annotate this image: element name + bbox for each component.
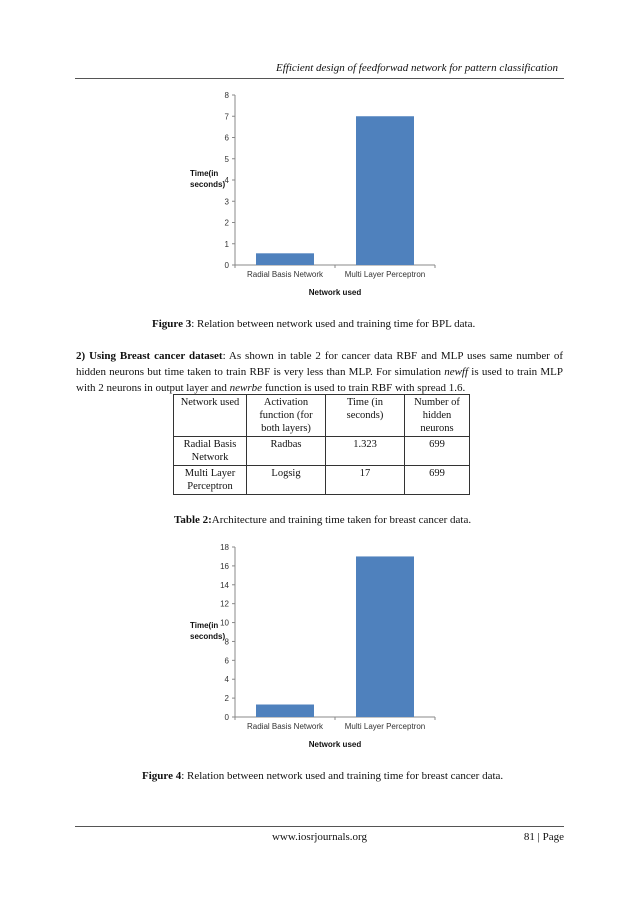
code-newff: newff bbox=[444, 366, 469, 378]
table-2-text: Architecture and training time taken for breast cancer data. bbox=[211, 514, 472, 526]
x-tick-label: Multi Layer Perceptron bbox=[344, 722, 426, 731]
results-table bbox=[173, 394, 470, 495]
y-axis-label: Time(in bbox=[190, 169, 219, 178]
y-tick-label: 0 bbox=[224, 261, 229, 270]
footer-page: 81 | Page bbox=[523, 831, 564, 843]
y-tick-label: 10 bbox=[220, 618, 229, 628]
bar bbox=[356, 556, 414, 717]
y-tick-label: 6 bbox=[224, 133, 229, 143]
y-tick-label: 16 bbox=[220, 561, 229, 571]
y-tick-label: 4 bbox=[224, 675, 229, 685]
y-tick-label: 14 bbox=[220, 580, 229, 590]
x-axis-label: Network used bbox=[308, 740, 362, 749]
header-time: Time (in seconds) bbox=[326, 395, 405, 437]
figure-4-chart bbox=[185, 538, 445, 758]
figure-3-label: Figure 3 bbox=[152, 318, 192, 330]
y-axis-label: seconds) bbox=[190, 632, 226, 641]
footer-site: www.iosrjournals.org bbox=[271, 831, 368, 843]
section-body-1: : As shown in table 2 for cancer data RBF and MLP uses same number of hidden neurons but time taken to train RBF is very less than MLP. For simulation bbox=[76, 350, 563, 378]
figure-4-svg bbox=[185, 538, 445, 758]
y-axis-label: Time(in bbox=[190, 621, 219, 630]
x-tick-label: Radial Basis Network bbox=[246, 270, 324, 279]
table-cell: Logsig bbox=[247, 466, 326, 495]
y-tick-label: 8 bbox=[224, 91, 229, 100]
y-tick-label: 7 bbox=[224, 112, 229, 122]
section-body-2: is used to train MLP with 2 neurons in output layer and bbox=[76, 366, 563, 394]
header-activation: Activation function (for both layers) bbox=[247, 395, 326, 437]
y-tick-label: 0 bbox=[224, 713, 229, 722]
y-tick-label: 2 bbox=[224, 694, 229, 704]
table-cell: Radbas bbox=[247, 437, 326, 466]
table-cell: Multi Layer Perceptron bbox=[174, 466, 247, 495]
code-newrbe: newrbe bbox=[229, 382, 263, 394]
table-header-row bbox=[174, 395, 470, 437]
table-2-caption bbox=[174, 514, 471, 526]
x-tick-label: Radial Basis Network bbox=[246, 722, 324, 731]
figure-4-label: Figure 4 bbox=[142, 770, 182, 782]
header-title: Efficient design of feedforwad network for pattern classification bbox=[276, 62, 558, 74]
y-tick-label: 4 bbox=[224, 176, 229, 185]
figure-3-text: : Relation between network used and training time for BPL data. bbox=[191, 318, 476, 330]
table-row bbox=[174, 437, 470, 466]
table-cell: 17 bbox=[326, 466, 405, 495]
y-tick-label: 1 bbox=[224, 239, 229, 249]
y-tick-label: 12 bbox=[220, 599, 229, 609]
y-axis-label: seconds) bbox=[190, 180, 226, 189]
table-cell: Radial Basis Network bbox=[174, 437, 247, 466]
page-footer bbox=[75, 826, 564, 843]
table-cell: 699 bbox=[405, 466, 470, 495]
figure-4-text: : Relation between network used and training time for breast cancer data. bbox=[181, 770, 504, 782]
section-body-3: function is used to train RBF with spread 1.6. bbox=[262, 382, 466, 394]
y-tick-label: 3 bbox=[224, 197, 229, 207]
figure-4-caption bbox=[142, 770, 503, 782]
figure-3-svg bbox=[185, 88, 445, 303]
section-heading: 2) Using Breast cancer dataset bbox=[76, 350, 223, 362]
x-axis-label: Network used bbox=[308, 288, 362, 297]
figure-3-caption bbox=[152, 318, 475, 330]
bar bbox=[356, 116, 414, 265]
figure-3-chart bbox=[185, 88, 445, 303]
y-tick-label: 18 bbox=[220, 543, 229, 552]
x-tick-label: Multi Layer Perceptron bbox=[344, 270, 426, 279]
table-2-label: Table 2: bbox=[174, 514, 212, 526]
header-neurons: Number of hidden neurons bbox=[405, 395, 470, 437]
bar bbox=[256, 253, 314, 265]
y-tick-label: 5 bbox=[224, 154, 229, 164]
table-cell: 1.323 bbox=[326, 437, 405, 466]
y-tick-label: 6 bbox=[224, 656, 229, 666]
y-tick-label: 8 bbox=[224, 637, 229, 647]
running-header bbox=[75, 58, 564, 79]
bar bbox=[256, 705, 314, 717]
table-cell: 699 bbox=[405, 437, 470, 466]
header-network: Network used bbox=[174, 395, 247, 437]
y-tick-label: 2 bbox=[224, 218, 229, 228]
section-paragraph bbox=[76, 348, 563, 396]
table-row bbox=[174, 466, 470, 495]
